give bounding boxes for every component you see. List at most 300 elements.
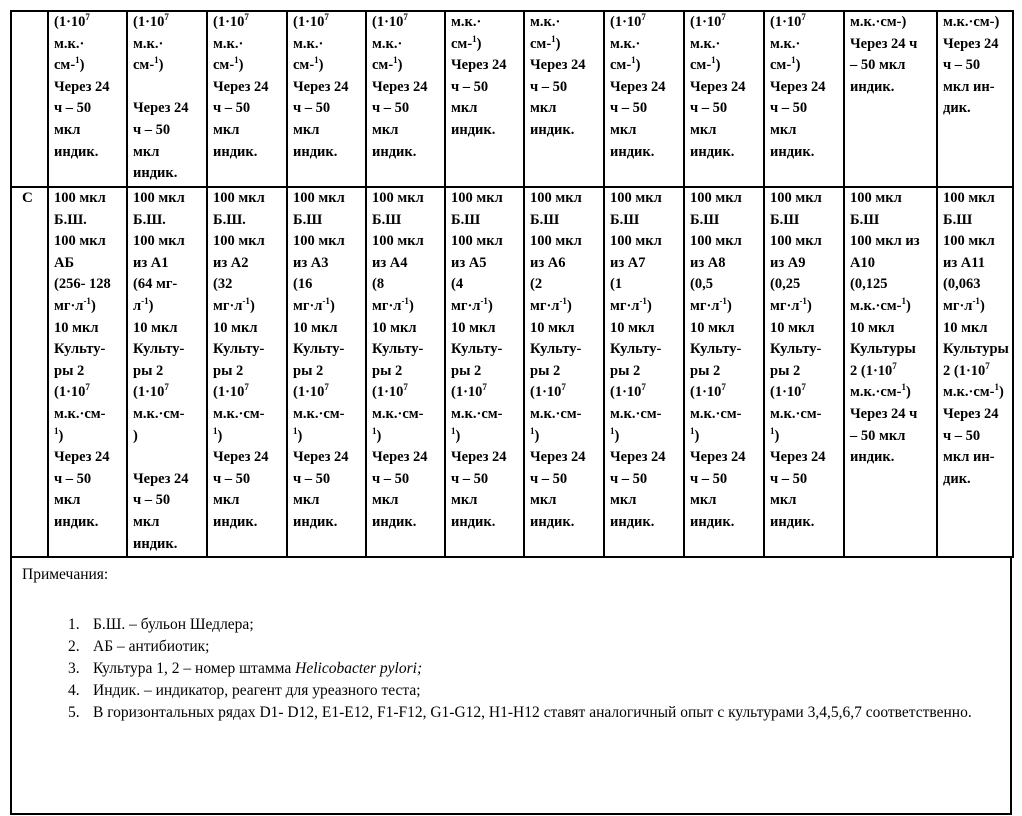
cell-line: Через 24 xyxy=(690,78,746,95)
cell-line: м.к.· xyxy=(293,35,324,52)
cell-line: $мг\cdot л^{-1}$) xyxy=(451,295,493,314)
cell-line: 100 мкл xyxy=(610,233,662,250)
cell-line: Через 24 xyxy=(451,449,507,466)
note-item xyxy=(42,636,1000,658)
note-number: 1. xyxy=(68,616,80,633)
cell-line: из А9 xyxy=(770,254,806,271)
cell-line: $мг\cdot л^{-1}$) xyxy=(54,295,96,314)
cell-line: $^1$) xyxy=(610,425,620,444)
cell-line: Через 24 xyxy=(943,405,999,422)
cell-line: мкл xyxy=(372,492,399,509)
cell-line: индик. xyxy=(690,143,735,160)
cell-line: см-$^1$) xyxy=(54,55,85,74)
cell-line: Через 24 xyxy=(610,78,666,95)
cell-line: мкл xyxy=(451,492,478,509)
top-row xyxy=(11,11,1013,187)
cell-line: ($1\cdot 10^7$ xyxy=(372,382,408,401)
cell-line: м.к.·см-$^1$) xyxy=(850,382,911,401)
cell-line: Через 24 xyxy=(293,449,349,466)
cell-line: Б.Ш xyxy=(530,211,560,228)
cell-line: $^1$) xyxy=(530,425,540,444)
cell-line: индик. xyxy=(530,513,575,530)
cell-line: Через 24 xyxy=(133,100,189,117)
c-cell xyxy=(366,187,445,557)
cell-line: Б.Ш xyxy=(770,211,800,228)
cell-line: м.к.·см- xyxy=(293,405,345,422)
cell-line: (16 xyxy=(293,276,313,293)
cell-line: ч – 50 xyxy=(943,427,981,444)
note-item xyxy=(42,614,1000,636)
cell-line: Б.Ш xyxy=(293,211,323,228)
cell-line: мкл xyxy=(133,143,160,160)
cell-line: мкл xyxy=(213,121,240,138)
cell-line: индик. xyxy=(213,143,258,160)
cell-line: Б.Ш xyxy=(372,211,402,228)
cell-line: м.к.·см- xyxy=(133,405,185,422)
cell-line: ры 2 xyxy=(451,362,482,379)
cell-line: ч – 50 xyxy=(451,470,489,487)
cell-line: ч – 50 xyxy=(770,100,808,117)
cell-line: м.к.·см- xyxy=(770,405,822,422)
cell-line: Б.Ш xyxy=(451,211,481,228)
cell-line: м.к.·см- xyxy=(213,405,265,422)
cell-line: $мг\cdot л^{-1}$) xyxy=(213,295,255,314)
cell-line: м.к.·см- xyxy=(530,405,582,422)
cell-line: Культу- xyxy=(372,341,424,358)
cell-line: Культуры xyxy=(943,341,1009,358)
cell-line: Через 24 xyxy=(690,449,746,466)
cell-line: $^1$) xyxy=(293,425,303,444)
c-cell xyxy=(937,187,1013,557)
cell-line: Культу- xyxy=(770,341,822,358)
top-cell xyxy=(287,11,366,187)
cell-line: Через 24 xyxy=(54,78,110,95)
c-cell xyxy=(844,187,937,557)
cell-line: 10 мкл xyxy=(54,319,99,336)
cell-line: мкл xyxy=(770,121,797,138)
cell-line: – 50 мкл xyxy=(850,57,906,74)
cell-line: см-$^1$) xyxy=(770,55,801,74)
cell-line: м.к.· xyxy=(451,14,482,30)
cell-line: мкл xyxy=(293,492,320,509)
cell-line: дик. xyxy=(943,470,971,487)
cell-line: мкл xyxy=(293,121,320,138)
cell-line: (32 xyxy=(213,276,233,293)
cell-line: Через 24 xyxy=(530,57,586,74)
cell-line: (8 xyxy=(372,276,385,293)
c-cell xyxy=(764,187,844,557)
top-cell xyxy=(127,11,207,187)
cell-line: Через 24 xyxy=(372,78,428,95)
cell-line: индик. xyxy=(850,78,895,95)
c-cell xyxy=(604,187,684,557)
cell-line: (64 мг- xyxy=(133,276,178,293)
notes-title: Примечания: xyxy=(22,566,109,583)
top-cell xyxy=(207,11,287,187)
cell-line: индик. xyxy=(451,121,496,138)
cell-line: ч – 50 xyxy=(690,470,728,487)
cell-line: ры 2 xyxy=(54,362,85,379)
c-cell xyxy=(524,187,604,557)
cell-line: ($1\cdot 10^7$ xyxy=(213,12,249,30)
cell-line: индик. xyxy=(293,143,338,160)
cell-line: 100 мкл xyxy=(943,233,995,250)
cell-line: мкл xyxy=(451,100,478,117)
cell-line: ч – 50 xyxy=(54,100,92,117)
cell-line: ры 2 xyxy=(133,362,164,379)
cell-line: 100 мкл из xyxy=(850,233,920,250)
notes-list xyxy=(22,614,1000,724)
cell-line: 100 мкл xyxy=(770,233,822,250)
cell-line: Через 24 xyxy=(530,449,586,466)
cell-line: (0,063 xyxy=(943,276,981,293)
cell-line: индик. xyxy=(770,513,815,530)
cell-line: 100 мкл xyxy=(133,190,185,206)
cell-line: ч – 50 xyxy=(293,470,331,487)
cell-line: см-$^1$) xyxy=(451,33,482,52)
cell-line: индик. xyxy=(610,513,655,530)
cell-line: из А1 xyxy=(133,254,169,271)
cell-line: индик. xyxy=(690,513,735,530)
note-text: Индик. – индикатор, реагент для уреазного теста; xyxy=(93,682,421,699)
top-cell xyxy=(524,11,604,187)
cell-line: ч – 50 xyxy=(610,100,648,117)
cell-line xyxy=(133,447,206,469)
cell-line: ч – 50 xyxy=(54,470,92,487)
cell-line: $мг\cdot л^{-1}$) xyxy=(293,295,335,314)
c-cell xyxy=(207,187,287,557)
cell-line: ($1\cdot 10^7$ xyxy=(54,12,90,30)
cell-line: Б.Ш xyxy=(610,211,640,228)
cell-line: мкл xyxy=(770,492,797,509)
cell-line: Б.Ш. xyxy=(213,211,246,228)
protocol-table xyxy=(10,10,1014,558)
cell-line: 10 мкл xyxy=(850,319,895,336)
cell-line: м.к.·см- xyxy=(54,405,106,422)
cell-line: 10 мкл xyxy=(610,319,655,336)
cell-line: ч – 50 xyxy=(293,100,331,117)
cell-line: ($1\cdot 10^7$ xyxy=(690,12,726,30)
cell-line: 100 мкл xyxy=(610,190,662,206)
cell-line: мкл xyxy=(530,492,557,509)
cell-line: (256- 128 xyxy=(54,276,111,293)
cell-line: индик. xyxy=(770,143,815,160)
cell-line: ч – 50 xyxy=(451,78,489,95)
cell-line: см-$^1$) xyxy=(293,55,324,74)
cell-line: мкл xyxy=(54,492,81,509)
cell-line: м.к.·см-) xyxy=(943,14,1000,30)
top-cell xyxy=(445,11,524,187)
cell-line: 100 мкл xyxy=(372,233,424,250)
cell-line: 10 мкл xyxy=(943,319,988,336)
cell-line: (2 xyxy=(530,276,543,293)
cell-line: ($1\cdot 10^7$ xyxy=(530,382,566,401)
c-cell xyxy=(445,187,524,557)
cell-line: 100 мкл xyxy=(213,190,265,206)
cell-line: индик. xyxy=(610,143,655,160)
cell-line: ($1\cdot 10^7$ xyxy=(213,382,249,401)
cell-line: – 50 мкл xyxy=(850,427,906,444)
cell-line: (0,125 xyxy=(850,276,888,293)
cell-line: Через 24 xyxy=(943,35,999,52)
cell-line: м.к.· xyxy=(54,35,85,52)
cell-line: Через 24 xyxy=(293,78,349,95)
cell-line: 100 мкл xyxy=(530,190,582,206)
cell-line: 2 ($1\cdot 10^7$ xyxy=(850,360,897,379)
cell-line: 100 мкл xyxy=(850,190,902,206)
cell-line: индик. xyxy=(54,513,99,530)
cell-line: ч – 50 xyxy=(770,470,808,487)
cell-line: м.к.· xyxy=(213,35,244,52)
cell-line: Б.Ш xyxy=(850,211,880,228)
cell-line: ($1\cdot 10^7$ xyxy=(133,382,169,401)
cell-line: мкл xyxy=(133,513,160,530)
cell-line: ($1\cdot 10^7$ xyxy=(293,382,329,401)
cell-line: $мг\cdot л^{-1}$) xyxy=(690,295,732,314)
cell-line: индик. xyxy=(213,513,258,530)
note-number: 4. xyxy=(68,682,80,699)
cell-line: (0,5 xyxy=(690,276,713,293)
cell-line: мкл xyxy=(54,121,81,138)
cell-line: $мг\cdot л^{-1}$) xyxy=(943,295,985,314)
cell-line: Через 24 xyxy=(372,449,428,466)
cell-line: ч – 50 xyxy=(133,492,171,509)
cell-line: см-$^1$) xyxy=(133,55,164,74)
cell-line: Через 24 xyxy=(610,449,666,466)
cell-line: из А4 xyxy=(372,254,408,271)
cell-line: м.к.· xyxy=(610,35,641,52)
cell-line: Через 24 xyxy=(213,449,269,466)
cell-line: дик. xyxy=(943,100,971,117)
cell-line: Через 24 xyxy=(451,57,507,74)
top-cell xyxy=(937,11,1013,187)
cell-line: Б.Ш xyxy=(943,211,973,228)
cell-line: $^1$) xyxy=(54,425,64,444)
cell-line: Через 24 ч xyxy=(850,35,918,52)
cell-line: м.к.· xyxy=(690,35,721,52)
row-label-empty xyxy=(11,11,48,187)
cell-line: Через 24 xyxy=(54,449,110,466)
cell-line: мкл xyxy=(690,121,717,138)
cell-line: $л^{-1}$) xyxy=(133,295,154,314)
cell-line: м.к.·см- xyxy=(610,405,662,422)
cell-line: из А6 xyxy=(530,254,566,271)
c-cell xyxy=(127,187,207,557)
cell-line: мкл xyxy=(530,100,557,117)
cell-line: Культу- xyxy=(54,341,106,358)
cell-line: см-$^1$) xyxy=(530,33,561,52)
cell-line: $мг\cdot л^{-1}$) xyxy=(770,295,812,314)
cell-line: индик. xyxy=(530,121,575,138)
cell-line: ч – 50 xyxy=(530,470,568,487)
cell-line: индик. xyxy=(133,165,178,182)
cell-line: см-$^1$) xyxy=(213,55,244,74)
cell-line: ч – 50 xyxy=(213,470,251,487)
cell-line: ры 2 xyxy=(770,362,801,379)
cell-line: Через 24 xyxy=(213,78,269,95)
cell-line: см-$^1$) xyxy=(610,55,641,74)
cell-line: м.к.·см-$^1$) xyxy=(850,295,911,314)
cell-line: 10 мкл xyxy=(213,319,258,336)
cell-line: индик. xyxy=(372,513,417,530)
cell-line: ($1\cdot 10^7$ xyxy=(133,12,169,30)
cell-line: мкл ин- xyxy=(943,78,995,95)
cell-line: индик. xyxy=(54,143,99,160)
cell-line: $^1$) xyxy=(372,425,382,444)
cell-line: (0,25 xyxy=(770,276,801,293)
cell-line: ) xyxy=(133,427,138,444)
cell-line: 100 мкл xyxy=(213,233,265,250)
cell-line: Культу- xyxy=(690,341,742,358)
cell-line: ч – 50 xyxy=(372,100,410,117)
cell-line: м.к.·см- xyxy=(690,405,742,422)
cell-line: (1 xyxy=(610,276,623,293)
cell-line: из А2 xyxy=(213,254,249,271)
document-page xyxy=(10,10,1012,815)
cell-line: м.к.· xyxy=(530,14,561,30)
cell-line: ($1\cdot 10^7$ xyxy=(54,382,90,401)
cell-line: 100 мкл xyxy=(293,233,345,250)
top-cell xyxy=(366,11,445,187)
cell-line: Культу- xyxy=(610,341,662,358)
cell-line: мкл xyxy=(372,121,399,138)
cell-line: 10 мкл xyxy=(133,319,178,336)
cell-line: ($1\cdot 10^7$ xyxy=(770,382,806,401)
cell-line: из А8 xyxy=(690,254,726,271)
cell-line: 100 мкл xyxy=(372,190,424,206)
cell-line: м.к.·см-$^1$) xyxy=(943,382,1004,401)
cell-line: 100 мкл xyxy=(133,233,185,250)
cell-line: 100 мкл xyxy=(54,190,106,206)
cell-line: мкл xyxy=(610,121,637,138)
cell-line: ры 2 xyxy=(213,362,244,379)
cell-line: ры 2 xyxy=(530,362,561,379)
cell-line: ч – 50 xyxy=(943,57,981,74)
cell-line: Б.Ш xyxy=(690,211,720,228)
cell-line: ($1\cdot 10^7$ xyxy=(610,382,646,401)
c-cell xyxy=(48,187,127,557)
cell-line: $мг\cdot л^{-1}$) xyxy=(530,295,572,314)
cell-line: ры 2 xyxy=(610,362,641,379)
c-cell xyxy=(287,187,366,557)
cell-line: 100 мкл xyxy=(690,233,742,250)
cell-line: из А11 xyxy=(943,254,985,271)
cell-line: АБ xyxy=(54,254,75,271)
cell-line: ч – 50 xyxy=(213,100,251,117)
cell-line: из А7 xyxy=(610,254,646,271)
cell-line: 10 мкл xyxy=(293,319,338,336)
cell-line: ч – 50 xyxy=(530,78,568,95)
cell-line: 10 мкл xyxy=(372,319,417,336)
top-cell xyxy=(48,11,127,187)
cell-line: 100 мкл xyxy=(451,190,503,206)
cell-line: Через 24 xyxy=(770,449,826,466)
cell-line: ч – 50 xyxy=(133,121,171,138)
cell-line: Культу- xyxy=(213,341,265,358)
cell-line: ч – 50 xyxy=(610,470,648,487)
note-item xyxy=(42,680,1000,702)
cell-line: Культу- xyxy=(133,341,185,358)
cell-line: $^1$) xyxy=(770,425,780,444)
cell-line: Культу- xyxy=(293,341,345,358)
note-text: В горизонтальных рядах D1- D12, E1-E12, F1-F12, G1-G12, H1-H12 ставят аналогичный опыт с культурами 3,4,5,6,7 соответственно. xyxy=(93,704,972,721)
cell-line: индик. xyxy=(451,513,496,530)
cell-line: 100 мкл xyxy=(451,233,503,250)
cell-line: Через 24 ч xyxy=(850,405,918,422)
cell-line: ры 2 xyxy=(293,362,324,379)
cell-line: А10 xyxy=(850,254,875,271)
cell-line: м.к.·см- xyxy=(372,405,424,422)
cell-line: индик. xyxy=(850,449,895,466)
c-cell xyxy=(684,187,764,557)
cell-line: индик. xyxy=(293,513,338,530)
cell-line: $^1$) xyxy=(451,425,461,444)
cell-line: из А3 xyxy=(293,254,329,271)
cell-line: из А5 xyxy=(451,254,487,271)
cell-line: 100 мкл xyxy=(293,190,345,206)
note-text: АБ – антибиотик; xyxy=(93,638,210,655)
note-number: 5. xyxy=(68,704,80,721)
cell-line: 100 мкл xyxy=(770,190,822,206)
top-cell xyxy=(764,11,844,187)
cell-line: Через 24 xyxy=(770,78,826,95)
cell-line: Культу- xyxy=(530,341,582,358)
cell-line: 100 мкл xyxy=(54,233,106,250)
cell-line: $^1$) xyxy=(690,425,700,444)
cell-line: ($1\cdot 10^7$ xyxy=(610,12,646,30)
note-item xyxy=(42,658,1000,680)
cell-line: индик. xyxy=(372,143,417,160)
cell-line: 100 мкл xyxy=(530,233,582,250)
cell-line: Б.Ш. xyxy=(54,211,87,228)
cell-line: (4 xyxy=(451,276,464,293)
cell-line: м.к.· xyxy=(372,35,403,52)
cell-line: $^1$) xyxy=(213,425,223,444)
cell-line: ч – 50 xyxy=(372,470,410,487)
cell-line: 10 мкл xyxy=(690,319,735,336)
cell-line: Культуры xyxy=(850,341,916,358)
note-number: 3. xyxy=(68,660,80,677)
top-cell xyxy=(604,11,684,187)
cell-line: см-$^1$) xyxy=(690,55,721,74)
cell-line: ры 2 xyxy=(690,362,721,379)
notes-section xyxy=(10,558,1012,815)
cell-line: м.к.·см- xyxy=(451,405,503,422)
cell-line: 2 ($1\cdot 10^7$ xyxy=(943,360,990,379)
cell-line: Через 24 xyxy=(133,470,189,487)
cell-line: мкл xyxy=(610,492,637,509)
cell-line: $мг\cdot л^{-1}$) xyxy=(610,295,652,314)
cell-line: м.к.·см-) xyxy=(850,14,907,30)
cell-line: см-$^1$) xyxy=(372,55,403,74)
cell-line: ($1\cdot 10^7$ xyxy=(372,12,408,30)
cell-line xyxy=(133,77,206,99)
cell-line: ры 2 xyxy=(372,362,403,379)
cell-line: м.к.· xyxy=(770,35,801,52)
cell-line: $мг\cdot л^{-1}$) xyxy=(372,295,414,314)
cell-line: ($1\cdot 10^7$ xyxy=(451,382,487,401)
cell-line: 100 мкл xyxy=(690,190,742,206)
note-item xyxy=(42,702,1000,724)
top-cell xyxy=(684,11,764,187)
note-text: Культура 1, 2 – номер штамма Helicobacter pylori; xyxy=(93,660,423,677)
cell-line: 10 мкл xyxy=(770,319,815,336)
note-number: 2. xyxy=(68,638,80,655)
top-cell xyxy=(844,11,937,187)
cell-line: м.к.· xyxy=(133,35,164,52)
cell-line: ч – 50 xyxy=(690,100,728,117)
note-text: Б.Ш. – бульон Шедлера; xyxy=(93,616,254,633)
